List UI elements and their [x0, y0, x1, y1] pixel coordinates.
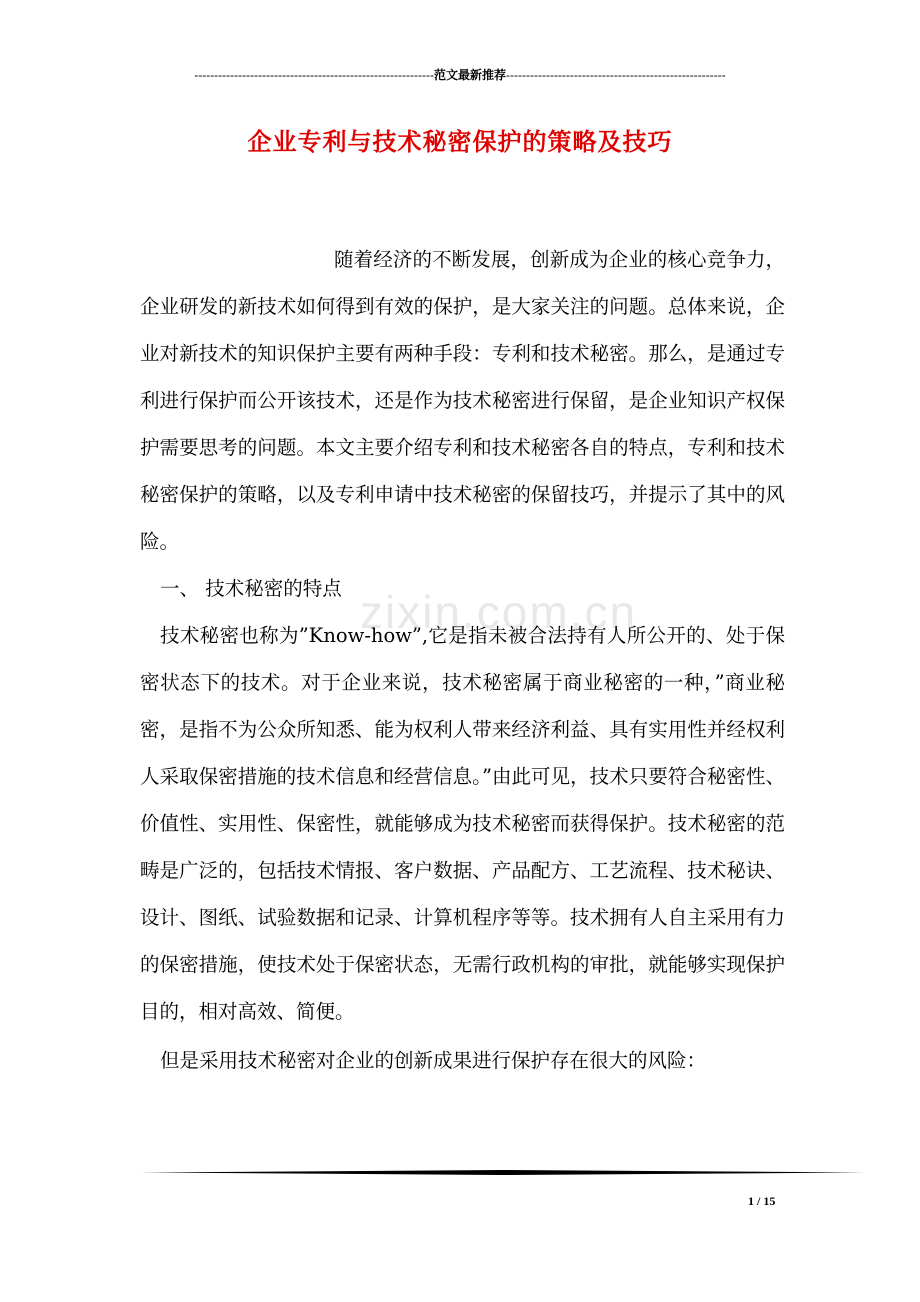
document-title: 企业专利与技术秘密保护的策略及技巧 — [247, 127, 673, 156]
page-number: 1 / 15 — [748, 1194, 776, 1208]
header-label: 范文最新推荐 — [433, 68, 506, 82]
watermark: zixin.com.cn — [360, 586, 638, 638]
section-heading-1: 一、 技术秘密的特点 — [160, 577, 342, 600]
paragraph-2: 技术秘密也称为”Know-how”,它是指未被合法持有人所公开的、处于保密状态下的技术。对于企业来说，技术秘密属于商业秘密的一种，”商业秘密，是指不为公众所知悉、能为权利人带来经济利益、具有实用性并经权利人采取保密措施的技术信息和经营信息。”由此可见，技术只要符合秘密性、价值性、实用性、保密性，就能够成为技术秘密而获得保护。技术秘密的范畴是广泛的，包括技术情报、客户数据、产品配方、工艺流程、技术秘诀、设计、图纸、试验数据和记录、计算机程序等等。技术拥有人自主采用有力的保密措施，使技术处于保密状态，无需行政机构的审批，就能够实现保护目的，相对高效、简便。 — [140, 624, 785, 1023]
paragraph-intro: 随着经济的不断发展，创新成为企业的核心竞争力，企业研发的新技术如何得到有效的保护，是大家关注的问题。总体来说，企业对新技术的知识保护主要有两种手段：专利和技术秘密。那么，是通过专利进行保护而公开该技术，还是作为技术秘密进行保留，是企业知识产权保护需要思考的问题。本文主要介绍专利和技术秘密各自的特点，专利和技术秘密保护的策略，以及专利申请中技术秘密的保留技巧，并提示了其中的风险。 — [140, 248, 785, 553]
footer-rule — [140, 1170, 865, 1175]
document-body — [140, 236, 785, 1084]
header-right-rule: ------------------------------------------------------- — [505, 68, 726, 82]
paragraph-3: 但是采用技术秘密对企业的创新成果进行保护存在很大的风险： — [160, 1049, 707, 1072]
header-left-rule: ------------------------------------------------------------ — [194, 68, 434, 82]
page-header — [140, 66, 780, 83]
